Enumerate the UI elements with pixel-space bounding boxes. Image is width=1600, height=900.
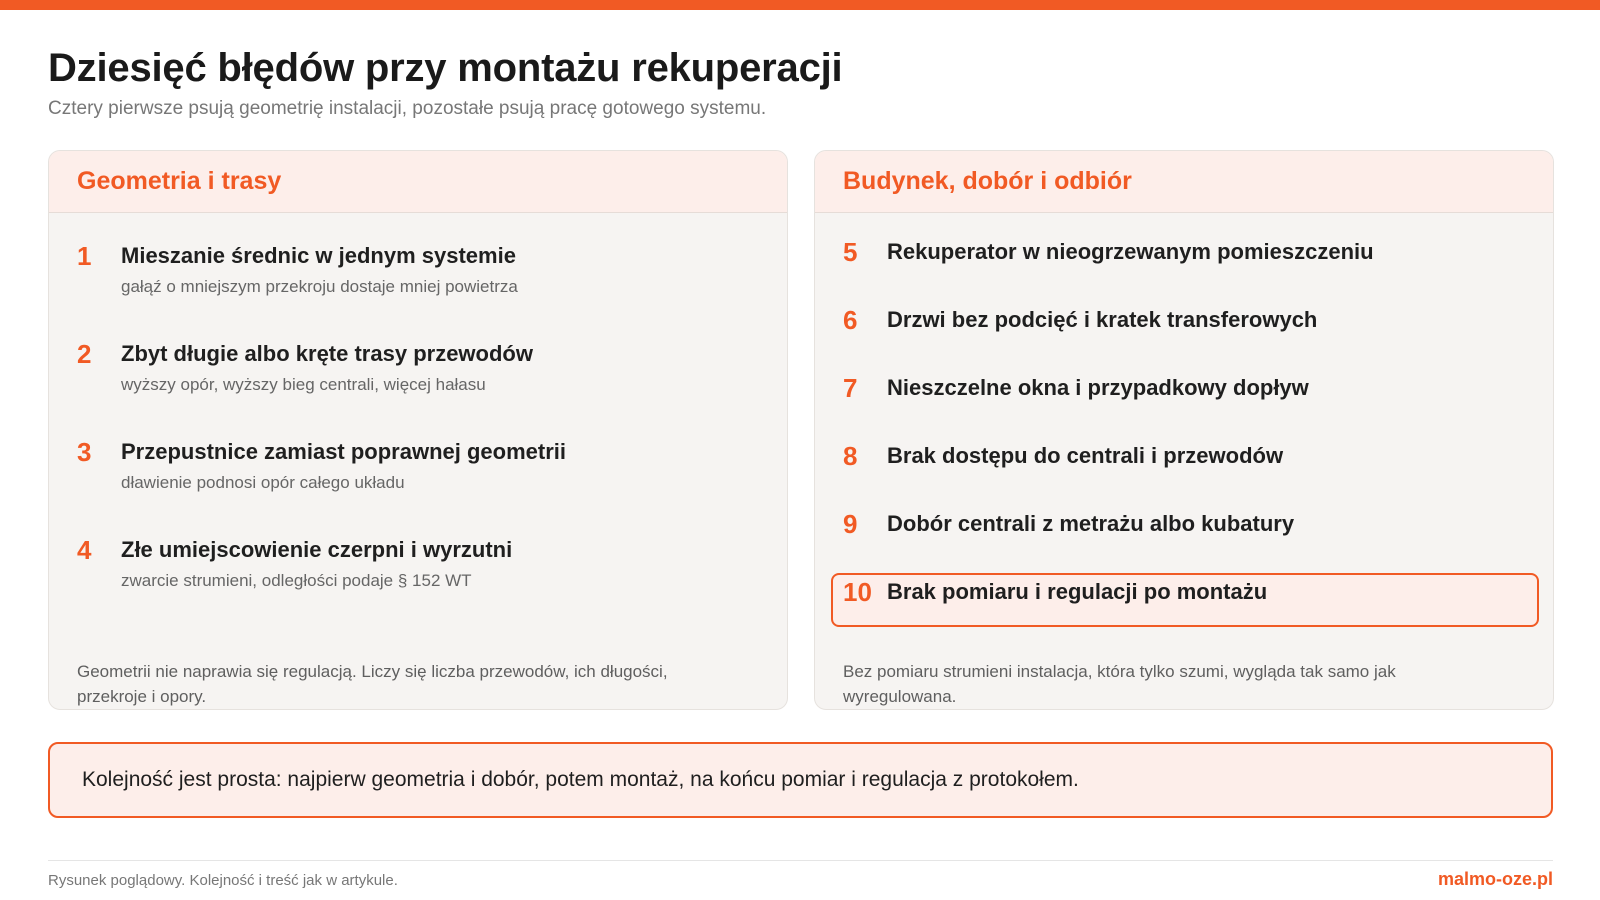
item-title: Dobór centrali z metrażu albo kubatury [887,511,1295,536]
item-description: gałąź o mniejszym przekroju dostaje mniej powietrza [121,277,518,296]
item-title: Brak dostępu do centrali i przewodów [887,443,1284,468]
item-title: Drzwi bez podcięć i kratek transferowych [887,307,1318,332]
item-number: 5 [843,237,858,267]
item-number: 7 [843,373,858,403]
panel-building-note: Bez pomiaru strumieni instalacja, która tylko szumi, wygląda tak samo jak wyregulowana. [843,662,1396,706]
footer-brand: malmo-oze.pl [1437,869,1553,889]
item-number: 3 [77,437,92,467]
item-number: 4 [77,535,92,565]
panel-geometry-header [49,151,787,213]
item-title: Nieszczelne okna i przypadkowy dopływ [887,375,1309,400]
footer-divider [48,860,1553,861]
panel-building-heading: Budynek, dobór i odbiór [843,167,1132,195]
item-title: Mieszanie średnic w jednym systemie [121,243,516,268]
footer-note: Rysunek poglądowy. Kolejność i treść jak w artykule. [48,872,398,889]
panel-geometry [48,150,788,710]
item-title: Rekuperator w nieogrzewanym pomieszczeniu [887,239,1374,264]
item-title: Zbyt długie albo kręte trasy przewodów [121,341,533,366]
item-number: 10 [843,577,872,607]
top-accent-bar [0,0,1600,10]
item-number: 1 [77,241,92,271]
panel-geometry-heading: Geometria i trasy [77,167,282,195]
panel-geometry-note: Geometrii nie naprawia się regulacją. Liczy się liczba przewodów, ich długości, przekroje i opory. [77,662,668,706]
panel-building [814,150,1554,710]
item-number: 6 [843,305,858,335]
item-title: Brak pomiaru i regulacji po montażu [887,579,1268,604]
item-title: Przepustnice zamiast poprawnej geometrii [121,439,567,464]
item-description: zwarcie strumieni, odległości podaje § 152 WT [121,571,472,590]
summary-callout [48,742,1553,818]
item-number: 2 [77,339,92,369]
page-title: Dziesięć błędów przy montażu rekuperacji [48,46,843,90]
item-title: Złe umiejscowienie czerpni i wyrzutni [121,537,513,562]
item-description: dławienie podnosi opór całego układu [121,473,405,492]
summary-callout-text: Kolejność jest prosta: najpierw geometria i dobór, potem montaż, na końcu pomiar i regulacja z protokołem. [82,768,1079,791]
item-number: 8 [843,441,858,471]
panel-building-header [815,151,1553,213]
item-description: wyższy opór, wyższy bieg centrali, więcej hałasu [121,375,486,394]
page-subtitle: Cztery pierwsze psują geometrię instalacji, pozostałe psują pracę gotowego systemu. [48,98,767,119]
item-number: 9 [843,509,858,539]
